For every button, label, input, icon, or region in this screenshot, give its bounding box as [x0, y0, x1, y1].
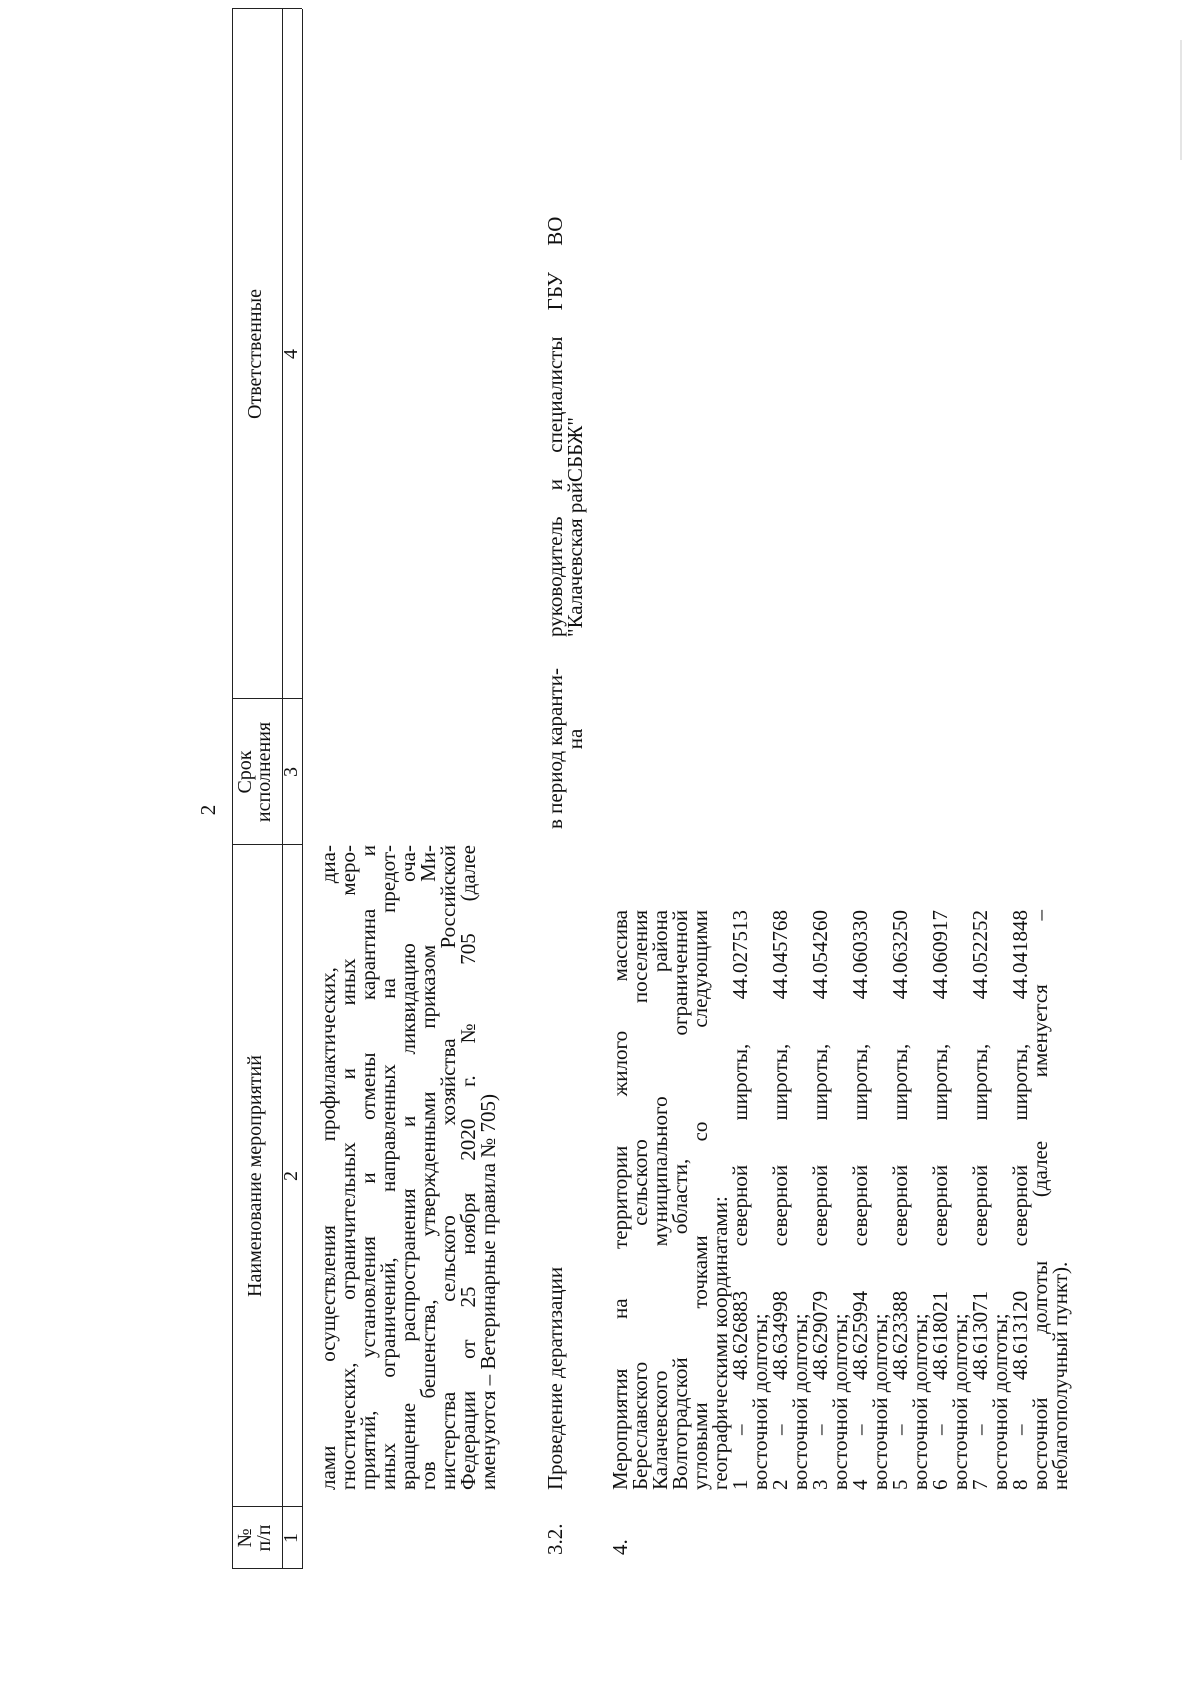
header-activity-name: Наименование мероприятий — [244, 1055, 266, 1297]
header-deadline: Срок исполнения — [234, 721, 275, 823]
row-4-description: Мероприятия на территории жилого массива Береславского сельского поселения Калачевского муниципального района Волгоградской области, ограниченной угловыми точками со следующими географическими координатами: 1 – 48.626883 северной широты, 44.027513 восточной долготы; 2 – 48.634998 северной широты, 44.045768 восточной долготы; 3 – 48.629079 северной широты, 44.054260 восточной долготы; 4 – 48.625994 северной широты, 44.060330 восточной долготы; 5 – 48.623388 северной широты, 44.063250 восточной долготы; 6 – 48.618021 северной широты, 44.060917 восточной долготы; 7 – 48.613071 северной широты, 44.052252 восточной долготы; 8 – 48.613120 северной широты, 44.041848 восточной долготы (далее именуется – неблагополучный пункт). — [608, 910, 1072, 1490]
rotated-content — [100, 45, 1100, 1645]
row-3-2-number: 3.2. — [543, 1523, 567, 1555]
header-colnum-4: 4 — [280, 349, 302, 359]
header-number: № п/п — [234, 1524, 275, 1552]
header-top-rule — [232, 9, 233, 1569]
page-number: 2 — [196, 804, 220, 816]
table-header — [232, 9, 302, 1569]
row-4-number: 4. — [608, 1539, 632, 1555]
header-colnum-1: 1 — [280, 1533, 302, 1543]
header-colnum-3: 3 — [280, 767, 302, 777]
header-colnum-2: 2 — [280, 1171, 302, 1181]
row-3-2-name: Проведение дератизации — [543, 1266, 567, 1490]
header-responsible: Ответственные — [244, 289, 266, 419]
row-3-2-responsible: руководитель и специалисты ГБУ ВО "Калачевская райСББЖ" — [543, 216, 587, 637]
scan-edge-mark — [1180, 40, 1182, 160]
header-bottom-rule — [302, 9, 303, 1569]
row-3-2-term: в период каранти- на — [543, 668, 587, 829]
continuation-paragraph: лами осуществления профилактических, диа- гностических, ограничительных и иных меро- приятий, установления и отмены карантина и иных ограничений, направленных на предот- вращение распространения и ликвидацию оча- гов бешенства, утвержденными приказом Ми- нистерства сельского хозяйства Российской Федерации от 25 ноября 2020 г. № 705 (далее именуются – Ветеринарные правила № 705) — [316, 845, 500, 1490]
